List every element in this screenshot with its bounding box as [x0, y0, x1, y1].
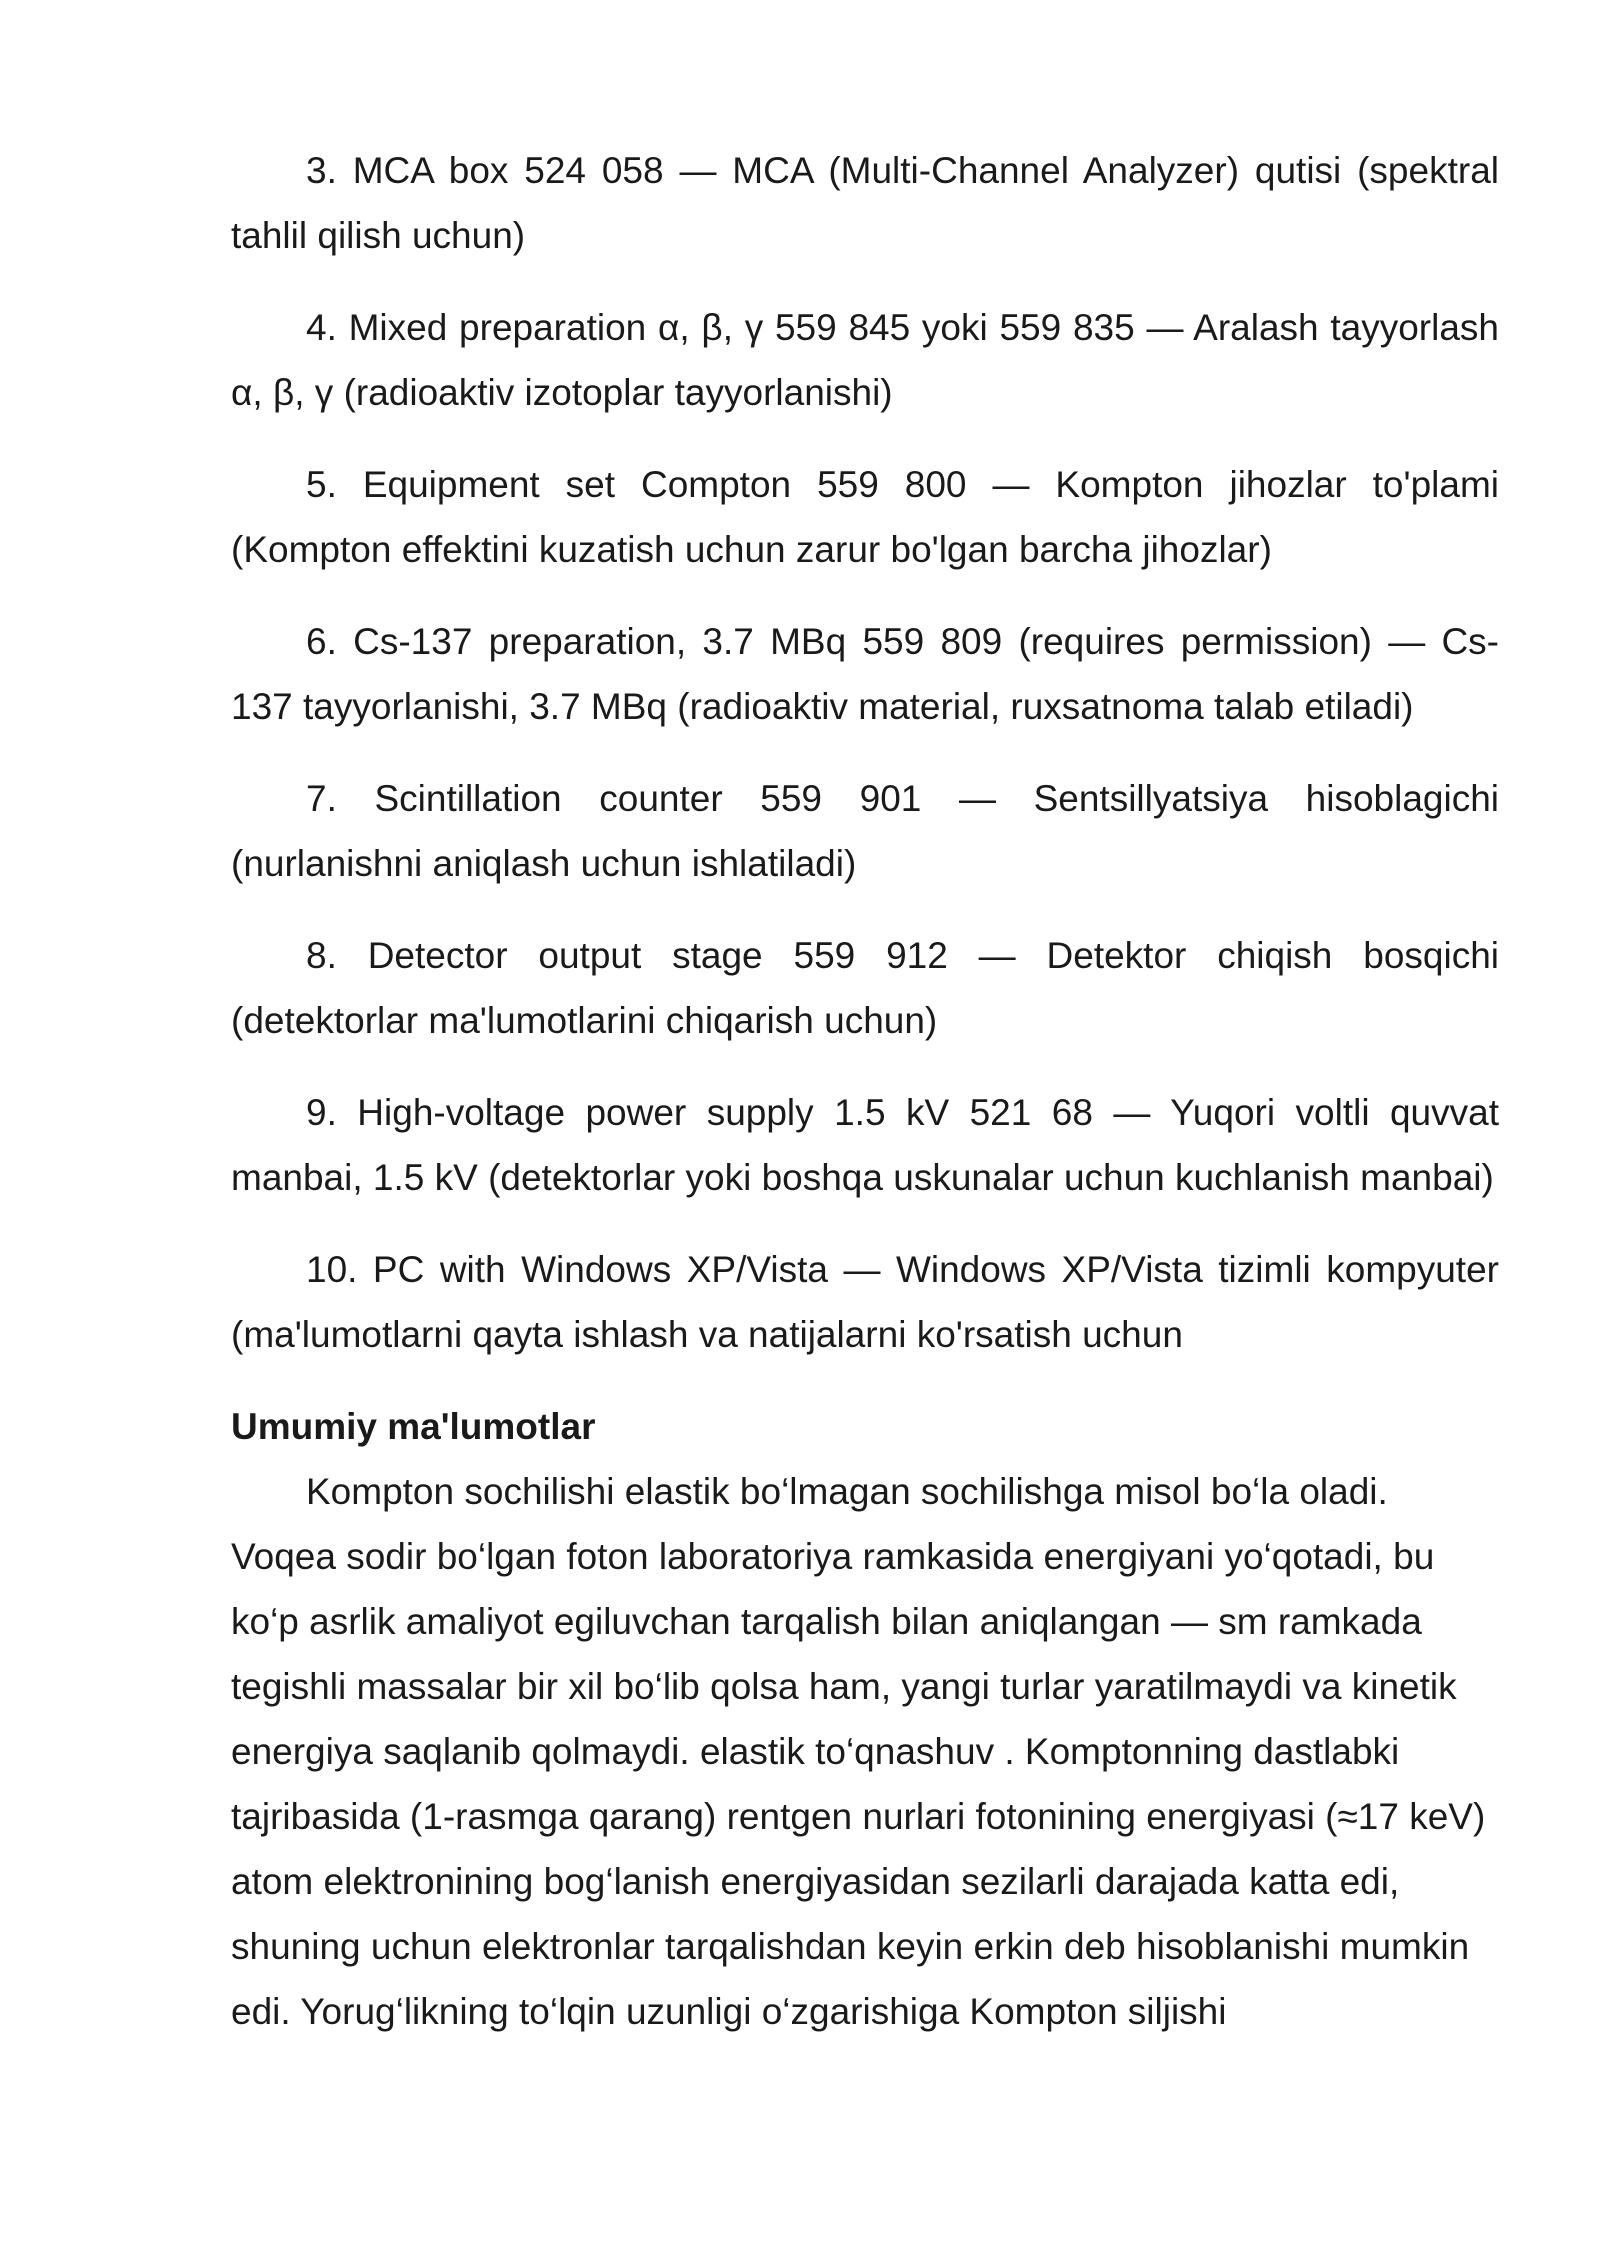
section-heading: Umumiy ma'lumotlar: [231, 1406, 596, 1447]
body-paragraph: Kompton sochilishi elastik bo‘lmagan sochilishga misol bo‘la oladi. Voqea sodir bo‘lgan foton laboratoriya ramkasida energiyani yo‘qotadi, bu ko‘p asrlik amaliyot egiluvchan tarqalish bilan aniqlangan — sm ramkada tegishli massalar bir xil bo‘lib qolsa ham, yangi turlar yaratilmaydi va kinetik energiya saqlanib qolmaydi. elastik to‘qnashuv . Komptonning dastlabki tajribasida (1-rasmga qarang) rentgen nurlari fotonining energiyasi (≈17 keV) atom elektronining bog‘lanish energiyasidan sezilarli darajada katta edi, shuning uchun elektronlar tarqalishdan keyin erkin deb hisoblanishi mumkin edi. Yorug‘likning to‘lqin uzunligi o‘zgarishiga Kompton siljishi: [231, 1471, 1486, 2032]
equipment-item-10: 10. PC with Windows XP/Vista — Windows XP/Vista tizimli kompyuter (ma'lumotlarni qayta ishlash va natijalarni ko'rsatish uchun: [231, 1249, 1499, 1355]
equipment-item-4: 4. Mixed preparation α, β, γ 559 845 yoki 559 835 — Aralash tayyorlash α, β, γ (radioaktiv izotoplar tayyorlanishi): [231, 307, 1499, 413]
equipment-item-3: 3. MCA box 524 058 — MCA (Multi-Channel Analyzer) qutisi (spektral tahlil qilish uchun): [231, 150, 1499, 256]
equipment-item-7: 7. Scintillation counter 559 901 — Sentsillyatsiya hisoblagichi (nurlanishni aniqlash uchun ishlatiladi): [231, 778, 1499, 884]
equipment-item-8: 8. Detector output stage 559 912 — Detektor chiqish bosqichi (detektorlar ma'lumotlarini chiqarish uchun): [231, 935, 1499, 1041]
page-content: [231, 138, 1499, 2044]
equipment-item-6: 6. Cs-137 preparation, 3.7 MBq 559 809 (requires permission) — Cs-137 tayyorlanishi, 3.7 MBq (radioaktiv material, ruxsatnoma talab etiladi): [231, 621, 1499, 727]
equipment-item-5: 5. Equipment set Compton 559 800 — Kompton jihozlar to'plami (Kompton effektini kuzatish uchun zarur bo'lgan barcha jihozlar): [231, 464, 1499, 570]
equipment-item-9: 9. High-voltage power supply 1.5 kV 521 68 — Yuqori voltli quvvat manbai, 1.5 kV (detektorlar yoki boshqa uskunalar uchun kuchlanish manbai): [231, 1092, 1499, 1198]
